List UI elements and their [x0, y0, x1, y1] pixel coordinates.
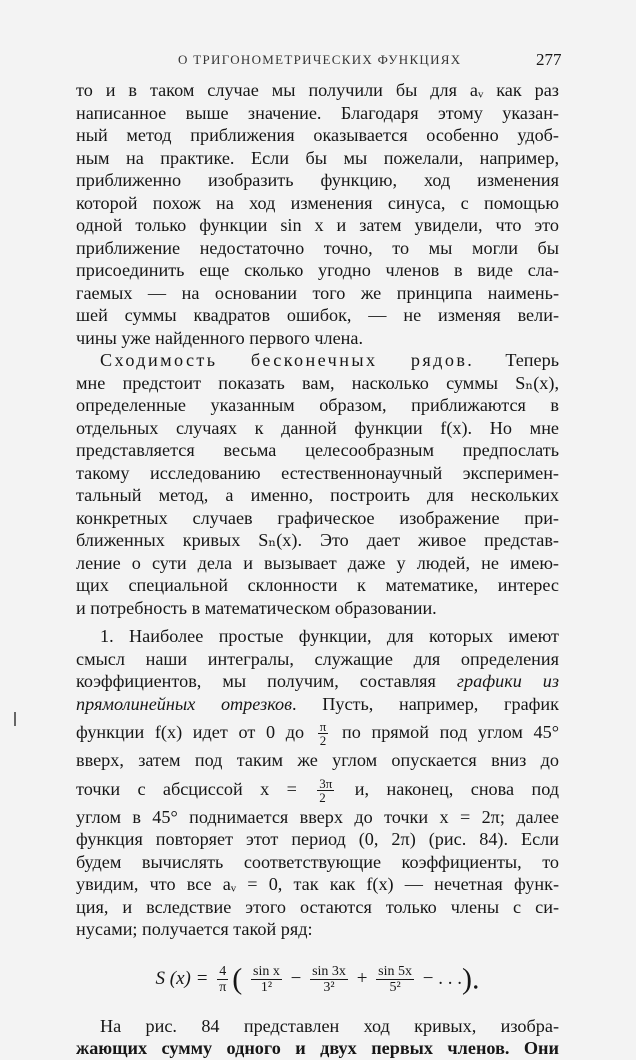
text-line: ным на практике. Если бы мы пожелали, например,	[76, 147, 559, 168]
fraction-denominator: 2	[319, 733, 327, 749]
text-line: вверх, затем под таким же углом опускается вниз до	[76, 750, 559, 770]
text-line: увидим, что все aᵥ = 0, так как f(x) — нечетная функ-	[76, 874, 559, 894]
text-line	[76, 349, 559, 372]
text-line: отдельных случаях к данной функции f(x). Но мне	[76, 417, 559, 438]
right-paren: ).	[461, 962, 480, 996]
text-line: углом в 45° поднимается вверх до точки x = 2π; далее	[76, 806, 559, 827]
text-line: нусами; получается такой ряд:	[76, 919, 313, 939]
paragraph-3	[76, 625, 559, 941]
text-line	[76, 670, 559, 693]
fraction-denominator: 2	[319, 789, 326, 805]
fraction-numerator: 3π	[319, 775, 333, 791]
text-span: и, наконец, снова под	[354, 778, 560, 799]
text-line: такому исследованию естественнонаучный эксперимен-	[76, 462, 559, 483]
text-line	[76, 693, 559, 716]
text-span: . Пусть, например, график	[292, 693, 559, 714]
fraction-numerator: π	[319, 719, 327, 735]
formula-term-2	[310, 964, 348, 995]
text-line: тальный метод, а именно, построить для нескольких	[76, 485, 559, 505]
text-line: щих специальной склонности к математике, интерес	[76, 575, 559, 595]
text-span: точки с абсциссой x =	[76, 778, 297, 799]
text-line: которой похож на ход изменения синуса, с помощью	[76, 192, 559, 213]
text-line: приближенно изобразить функцию, ход изменения	[76, 170, 559, 190]
text-line: ция, и вследствие этого остаются только члены с си-	[76, 896, 559, 917]
text-span: функции f(x) идет от 0 до	[76, 722, 305, 742]
text-line: шей суммы квадратов ошибок, — не изменяя вели-	[76, 305, 559, 325]
text-line	[76, 715, 559, 749]
formula-lhs: S (x) =	[155, 967, 209, 989]
text-line: гаемых — на основании того же принципа наимень-	[76, 282, 559, 303]
paragraph-1	[76, 79, 559, 349]
text-line: 1. Наиболее простые функции, для которых имеют	[100, 626, 559, 646]
fraction-3pi-over-2	[317, 777, 334, 804]
text-line	[76, 772, 559, 806]
fraction-numerator: sin x	[253, 963, 280, 979]
text-line: мне предстоит показать вам, насколько суммы Sₙ(x),	[76, 372, 559, 393]
text-line: присоединить еще сколько угодно членов в виде сла-	[76, 260, 559, 280]
fraction-numerator: 4	[217, 964, 228, 980]
text-line: приближение недостаточно точно, то мы могли бы	[76, 237, 559, 258]
formula-tail: − . . .	[422, 967, 462, 989]
formula-operator: +	[356, 967, 368, 989]
section-heading: Сходимость бесконечных рядов.	[100, 350, 475, 370]
page-number: 277	[536, 50, 562, 69]
running-title: О ТРИГОНОМЕТРИЧЕСКИХ ФУНКЦИЯХ	[178, 52, 462, 67]
formula-term-1	[251, 964, 282, 995]
text-line: смысл наши интегралы, служащие для определения	[76, 648, 559, 669]
fraction-numerator: sin 3x	[312, 963, 346, 979]
text-span: по прямой под углом 45°	[341, 722, 559, 742]
italic-span: графики из	[456, 671, 559, 691]
text-line: и потребность в математическом образовании.	[76, 597, 437, 618]
italic-span: прямолинейных отрезков	[76, 693, 293, 714]
text-line: чины уже найденного первого члена.	[76, 327, 364, 348]
text-line: то и в таком случае мы получили бы для aᵥ как раз	[76, 80, 559, 100]
fraction-numerator: sin 5x	[378, 963, 412, 979]
text-line: определенные указанным образом, приближаются в	[76, 395, 559, 415]
margin-mark	[14, 712, 16, 726]
text-line: одной только функции sin x и затем увидели, что это	[76, 215, 559, 235]
text-line: функция повторяет этот период (0, 2π) (рис. 84). Если	[76, 829, 559, 849]
paragraph-4	[76, 1015, 559, 1060]
fraction-denominator: 1²	[260, 979, 273, 995]
formula-term-3	[376, 964, 414, 995]
text-line: представляется весьма целесообразным предпослать	[76, 440, 559, 460]
fraction-denominator: 5²	[389, 979, 401, 995]
formula-operator: −	[290, 967, 302, 989]
text-line: будем вычислять соответствующие коэффициенты, то	[76, 851, 559, 872]
text-line: жающих сумму одного и двух первых членов. Они	[76, 1038, 559, 1058]
fraction-denominator: π	[219, 979, 227, 995]
text-line: ный метод приближения оказывается особенно удоб-	[76, 125, 559, 145]
text-line: ближенных кривых Sₙ(x). Это дает живое представ-	[76, 530, 559, 550]
text-line: конкретных случаев графическое изображение при-	[76, 507, 559, 528]
page-text	[76, 79, 559, 1060]
paragraph-2	[76, 349, 559, 619]
fraction-denominator: 3²	[323, 979, 335, 995]
formula-coefficient	[217, 964, 228, 995]
page-header	[0, 50, 636, 74]
fraction-pi-over-2	[318, 720, 329, 747]
left-paren: (	[232, 962, 243, 996]
text-span: коэффициентов, мы получим, составляя	[76, 671, 457, 691]
text-line: написанное выше значение. Благодаря этому указан-	[76, 102, 559, 123]
series-formula	[76, 955, 559, 1003]
text-line: На рис. 84 представлен ход кривых, изобра-	[100, 1015, 559, 1036]
text-span: Теперь	[474, 350, 559, 370]
text-line: ление о сути дела и вызывает даже у людей, не имею-	[76, 552, 559, 573]
